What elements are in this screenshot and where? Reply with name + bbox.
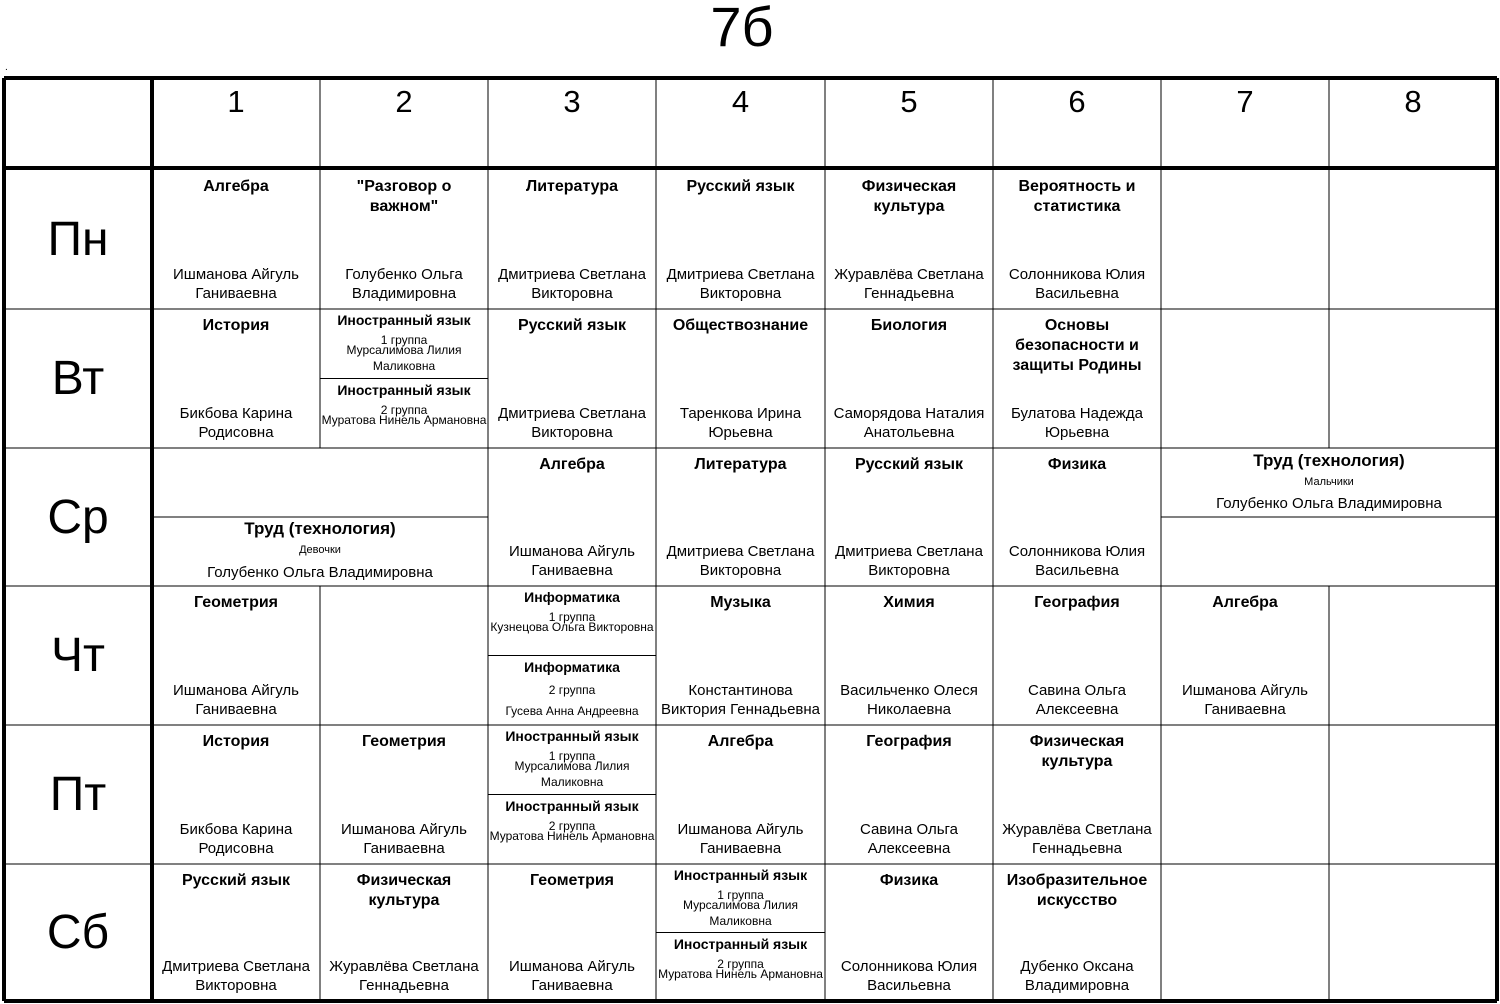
lesson-teacher: Журавлёва Светлана Геннадьевна	[329, 958, 479, 994]
period-header-2: 2	[395, 84, 413, 119]
period-header-6: 6	[1068, 84, 1086, 119]
group-lesson	[488, 795, 656, 865]
lesson-cell	[488, 170, 656, 309]
lesson-teacher: Дмитриева Светлана Викторовна	[666, 266, 815, 302]
group-subject: Иностранный язык	[673, 935, 808, 952]
lesson-teacher: Таренкова Ирина Юрьевна	[679, 405, 802, 441]
page-title: 7б	[710, 0, 774, 58]
lesson-cell	[1329, 170, 1497, 309]
lesson-teacher: Савина Ольга Алексеевна	[1027, 682, 1127, 718]
technology-boys-cell	[1161, 448, 1497, 517]
period-header-8: 8	[1404, 84, 1422, 119]
lesson-teacher: Ишманова Айгуль Ганиваевна	[173, 682, 299, 718]
group-label: 2 группа	[548, 682, 596, 697]
lesson-subject: Литература	[694, 456, 787, 473]
lesson-teacher: Дмитриева Светлана Викторовна	[162, 958, 310, 994]
lesson-subject: Алгебра	[203, 178, 269, 195]
day-label-1: Пн	[47, 213, 109, 266]
lesson-cell	[152, 170, 320, 309]
group-teacher: Муратова Нинель Армановна	[489, 828, 655, 843]
group-label: 1 группа	[717, 888, 764, 902]
lesson-subject: Русский язык	[686, 178, 795, 195]
lesson-cell	[488, 309, 656, 448]
lesson-cell	[1161, 170, 1329, 309]
lesson-subject: Русский язык	[854, 456, 964, 473]
lesson-subject: Алгебра	[707, 733, 774, 750]
lesson-cell	[825, 586, 993, 725]
group-lesson	[488, 725, 656, 795]
group-subject: Иностранный язык	[505, 797, 639, 814]
lesson-cell	[1329, 725, 1497, 864]
lesson-cell	[152, 725, 320, 864]
lesson-subject: Геометрия	[193, 594, 279, 611]
lesson-cell	[1161, 864, 1329, 1001]
lesson-subject: Основы безопасности и защиты Родины	[1012, 317, 1142, 374]
lesson-subject: "Разговор о важном"	[356, 178, 452, 215]
lesson-teacher: Ишманова Айгуль Ганиваевна	[1182, 682, 1308, 718]
corner-mark: .	[5, 62, 8, 73]
lesson-subject: Физическая культура	[861, 178, 957, 215]
lesson-subject: Химия	[883, 594, 935, 611]
lesson-teacher: Ишманова Айгуль Ганиваевна	[509, 958, 635, 994]
group-subject: Иностранный язык	[337, 312, 471, 328]
lesson-subject: Музыка	[710, 594, 771, 611]
group-teacher: Муратова Нинель Армановна	[658, 966, 823, 981]
lesson-teacher: Дмитриева Светлана Викторовна	[498, 266, 646, 302]
span-subject: Труд (технология)	[244, 519, 396, 538]
lesson-cell	[152, 864, 320, 1001]
lesson-teacher: Булатова Надежда Юрьевна	[1010, 405, 1144, 441]
lesson-subject: Русский язык	[181, 872, 291, 889]
lesson-subject: География	[1034, 594, 1120, 611]
lesson-cell	[656, 586, 825, 725]
lesson-cell	[656, 309, 825, 448]
period-header-3: 3	[563, 84, 581, 119]
lesson-teacher: Дубенко Оксана Владимировна	[1020, 958, 1134, 994]
lesson-teacher: Ишманова Айгуль Ганиваевна	[173, 266, 299, 302]
lesson-subject: Физика	[1047, 456, 1107, 473]
lesson-subject: Биология	[870, 317, 948, 334]
lesson-cell	[320, 864, 488, 1001]
span-teacher: Голубенко Ольга Владимировна	[1216, 495, 1442, 512]
lesson-cell	[993, 309, 1161, 448]
lesson-subject: Алгебра	[1212, 594, 1278, 611]
lesson-cell	[993, 725, 1161, 864]
lesson-subject: История	[202, 733, 270, 750]
lesson-cell	[320, 725, 488, 864]
lesson-cell	[825, 725, 993, 864]
lesson-teacher: Солонникова Юлия Васильевна	[840, 958, 978, 994]
group-label: 1 группа	[548, 749, 596, 763]
day-label-5: Пт	[49, 768, 107, 821]
group-label: 2 группа	[717, 956, 764, 971]
lesson-teacher: Васильченко Олеся Николаевна	[840, 682, 978, 718]
period-header-5: 5	[900, 84, 918, 119]
lesson-cell	[1329, 586, 1497, 725]
lesson-cell	[825, 864, 993, 1001]
lesson-subject: Геометрия	[529, 872, 615, 889]
lesson-teacher: Савина Ольга Алексеевна	[859, 821, 959, 857]
lesson-cell	[320, 309, 488, 448]
lesson-cell	[1161, 725, 1329, 864]
lesson-cell	[488, 725, 656, 864]
lesson-subject: Обществознание	[672, 317, 809, 334]
span-subject: Труд (технология)	[1253, 451, 1405, 470]
span-note: Девочки	[299, 544, 341, 556]
lesson-subject: Изобразительное искусство	[1006, 872, 1148, 909]
group-lesson	[656, 864, 825, 933]
lesson-cell	[1329, 309, 1497, 448]
group-subject: Иностранный язык	[673, 867, 808, 883]
lesson-cell	[320, 170, 488, 309]
lesson-cell	[152, 309, 320, 448]
lesson-cell	[656, 864, 825, 1001]
lesson-teacher: Журавлёва Светлана Геннадьевна	[1002, 821, 1152, 857]
lesson-cell	[656, 448, 825, 586]
lesson-teacher: Голубенко Ольга Владимировна	[345, 266, 463, 302]
group-lesson	[320, 309, 488, 379]
group-teacher: Кузнецова Ольга Викторовна	[490, 620, 654, 634]
group-subject: Информатика	[524, 658, 620, 675]
lesson-subject: Физика	[879, 872, 939, 889]
lesson-cell	[1161, 586, 1329, 725]
lesson-cell	[152, 586, 320, 725]
lesson-teacher: Журавлёва Светлана Геннадьевна	[834, 266, 984, 302]
group-label: 1 группа	[380, 333, 428, 347]
group-subject: Информатика	[524, 589, 620, 605]
lesson-teacher: Ишманова Айгуль Ганиваевна	[509, 543, 635, 579]
lesson-subject: Геометрия	[361, 733, 447, 750]
group-lesson	[656, 933, 825, 1002]
group-teacher: Муратова Нинель Армановна	[321, 412, 487, 427]
lesson-subject: Алгебра	[539, 456, 605, 473]
group-teacher: Гусева Анна Андреевна	[505, 703, 639, 718]
group-label: 2 группа	[380, 402, 428, 417]
lesson-cell	[825, 309, 993, 448]
lesson-cell	[993, 448, 1161, 586]
lesson-cell	[825, 170, 993, 309]
lesson-cell	[993, 864, 1161, 1001]
lesson-cell	[488, 864, 656, 1001]
group-teacher: Мурсалимова Лилия Маликовна	[514, 759, 630, 789]
lesson-cell	[1161, 309, 1329, 448]
lesson-cell	[656, 725, 825, 864]
lesson-teacher: Ишманова Айгуль Ганиваевна	[341, 821, 467, 857]
lesson-subject: География	[866, 733, 952, 750]
span-teacher: Голубенко Ольга Владимировна	[207, 564, 433, 581]
lesson-teacher: Константинова Виктория Геннадьевна	[660, 682, 821, 718]
period-header-4: 4	[731, 84, 750, 119]
lesson-teacher: Бикбова Карина Родисовна	[179, 405, 293, 441]
lesson-teacher: Дмитриева Светлана Викторовна	[666, 543, 815, 579]
day-label-6: Сб	[46, 906, 110, 959]
lesson-subject: Литература	[525, 178, 619, 195]
lesson-teacher: Саморядова Наталия Анатольевна	[833, 405, 985, 441]
lesson-subject: Физическая культура	[1029, 733, 1125, 770]
group-subject: Иностранный язык	[505, 728, 639, 744]
lesson-cell	[488, 586, 656, 725]
lesson-cell	[656, 170, 825, 309]
day-label-2: Вт	[51, 352, 105, 405]
group-lesson	[320, 379, 488, 449]
lesson-subject: Русский язык	[517, 317, 627, 334]
day-label-4: Чт	[51, 629, 105, 682]
lesson-teacher: Солонникова Юлия Васильевна	[1008, 266, 1146, 302]
group-lesson	[488, 656, 656, 726]
lesson-cell	[993, 586, 1161, 725]
group-subject: Иностранный язык	[337, 381, 471, 398]
group-label: 2 группа	[548, 818, 596, 833]
lesson-teacher: Бикбова Карина Родисовна	[179, 821, 293, 857]
group-lesson	[488, 586, 656, 656]
lesson-teacher: Дмитриева Светлана Викторовна	[498, 405, 646, 441]
lesson-cell	[320, 586, 488, 725]
lesson-cell	[488, 448, 656, 586]
lesson-subject: Вероятность и статистика	[1018, 178, 1136, 215]
lesson-teacher: Дмитриева Светлана Викторовна	[835, 543, 983, 579]
group-teacher: Мурсалимова Лилия Маликовна	[346, 343, 462, 373]
lesson-cell	[993, 170, 1161, 309]
technology-girls-cell	[152, 517, 488, 586]
lesson-cell	[1329, 864, 1497, 1001]
lesson-cell	[825, 448, 993, 586]
group-teacher: Мурсалимова Лилия Маликовна	[682, 898, 798, 928]
day-label-3: Ср	[47, 490, 109, 544]
period-header-1: 1	[227, 84, 245, 119]
period-header-7: 7	[1236, 84, 1254, 119]
lesson-subject: Физическая культура	[356, 872, 452, 909]
lesson-teacher: Ишманова Айгуль Ганиваевна	[677, 821, 804, 857]
group-label: 1 группа	[548, 610, 596, 624]
lesson-teacher: Солонникова Юлия Васильевна	[1008, 543, 1146, 579]
span-note: Мальчики	[1304, 476, 1354, 488]
lesson-subject: История	[202, 317, 270, 334]
